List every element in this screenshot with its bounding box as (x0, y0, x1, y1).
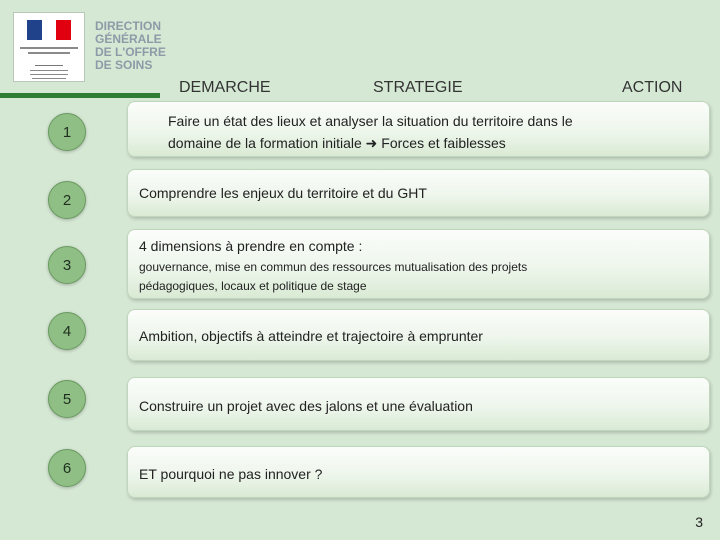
step-number-4: 4 (48, 312, 86, 350)
step-text: ET pourquoi ne pas innover ? (139, 466, 323, 482)
step-text-segment: Forces et faiblesses (381, 135, 506, 151)
org-title-line: DE L'OFFRE (95, 45, 166, 59)
page-number: 3 (695, 514, 703, 530)
organization-title (95, 20, 185, 72)
step-text: Ambition, objectifs à atteindre et trajectoire à emprunter (139, 328, 483, 344)
header-accent-bar (0, 93, 160, 98)
republique-francaise-logo (13, 12, 85, 82)
step-box-2 (127, 169, 710, 217)
logo-text-line (28, 52, 70, 54)
logo-text-line (30, 70, 68, 71)
column-heading-action: ACTION (622, 79, 683, 96)
step-box-1 (127, 101, 710, 157)
org-title-line: DIRECTION (95, 19, 161, 33)
step-text-line (168, 133, 506, 153)
logo-text-line (32, 78, 66, 79)
step-number-6: 6 (48, 449, 86, 487)
column-heading-strategie: STRATEGIE (373, 79, 463, 96)
org-title-line: GÉNÉRALE (95, 32, 162, 46)
step-text: Comprendre les enjeux du territoire et du GHT (139, 185, 427, 201)
logo-text-line (30, 74, 68, 75)
step-box-3 (127, 229, 710, 299)
step-box-4 (127, 309, 710, 361)
step-number-3: 3 (48, 246, 86, 284)
org-title-line: DE SOINS (95, 58, 153, 72)
french-flag-icon (27, 20, 71, 40)
step-number-2: 2 (48, 181, 86, 219)
step-number-1: 1 (48, 113, 86, 151)
logo-divider (35, 65, 63, 66)
arrow-right-icon: ➜ (365, 135, 378, 151)
step-text-segment: domaine de la formation initiale (168, 135, 362, 151)
column-heading-demarche: DEMARCHE (179, 79, 271, 96)
step-text: Construire un projet avec des jalons et une évaluation (139, 398, 473, 414)
step-text-line: pédagogiques, locaux et politique de stage (139, 279, 367, 293)
step-number-5: 5 (48, 380, 86, 418)
step-box-6 (127, 446, 710, 498)
step-text-line: Faire un état des lieux et analyser la situation du territoire dans le (168, 113, 573, 129)
step-text-line: 4 dimensions à prendre en compte : (139, 238, 363, 254)
step-box-5 (127, 377, 710, 431)
logo-text-line (20, 47, 78, 49)
step-text-line: gouvernance, mise en commun des ressources mutualisation des projets (139, 260, 528, 274)
